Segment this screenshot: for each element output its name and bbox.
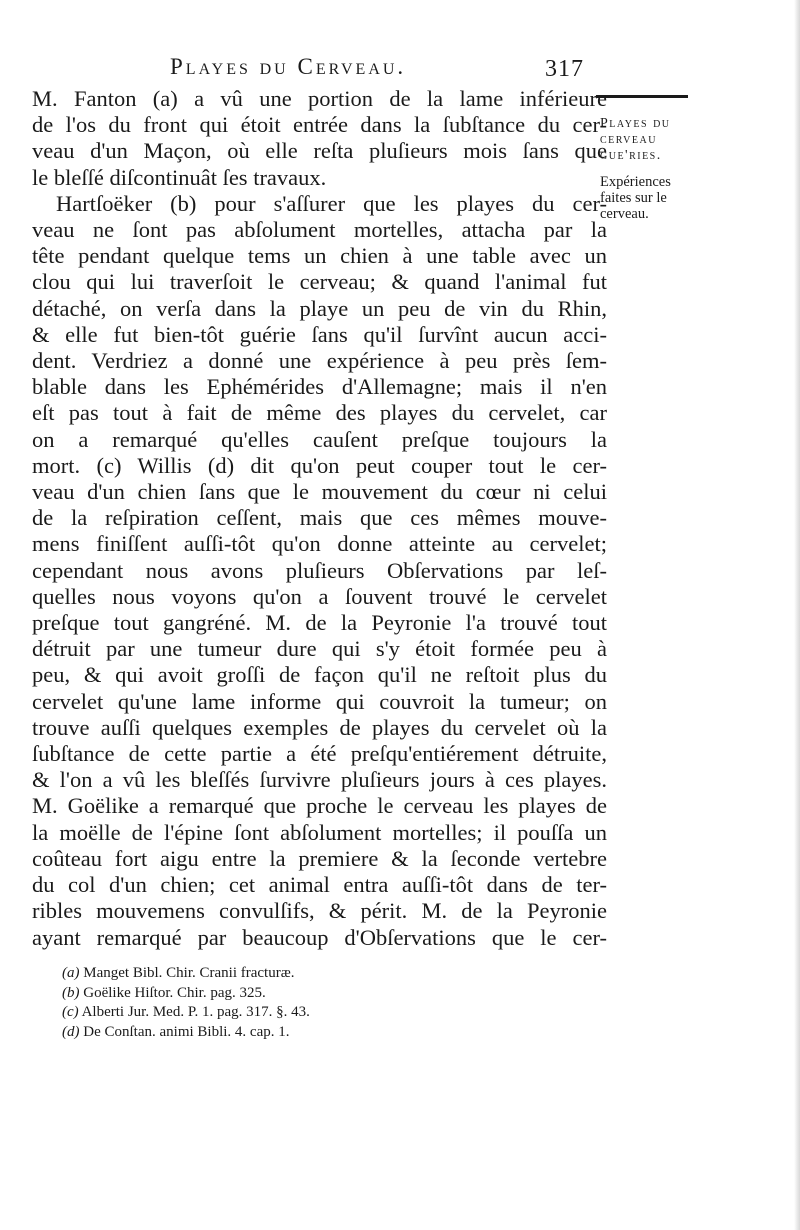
margin-note-line: cerveau. xyxy=(600,206,649,222)
text-line: ſubſtance de cette partie a été preſqu'entiérement détruite, xyxy=(32,741,607,767)
text-line: tête pendant quelque tems un chien à une table avec un xyxy=(32,243,607,269)
text-line: peu, & qui avoit groſſi de façon qu'il ne reſtoit plus du xyxy=(32,662,607,688)
text-line: quelles nous voyons qu'on a ſouvent trouvé le cervelet xyxy=(32,583,607,609)
footnote xyxy=(62,1023,562,1043)
text-line: veau d'un chien ſans que le mouvement du cœur ni celui xyxy=(32,479,607,505)
running-head: Playes du Cerveau. xyxy=(170,54,407,79)
footnote-text: Manget Bibl. Chir. Cranii fracturæ. xyxy=(83,965,295,981)
footnote-text: Goëlike Hiſtor. Chir. pag. 325. xyxy=(83,984,266,1001)
text-line: ayant remarqué par beaucoup d'Obſervations que le cer- xyxy=(32,924,607,950)
footnote-mark: (a) xyxy=(62,965,80,981)
text-line: Hartſoëker (b) pour s'aſſurer que les playes du cer- xyxy=(56,190,607,216)
text-line: la moëlle de l'épine ſont abſolument mortelles; il pouſſa un xyxy=(32,819,607,845)
text-line: blable dans les Ephémérides d'Allemagne; mais il n'en xyxy=(32,374,607,400)
footnotes xyxy=(62,964,562,1042)
margin-note-experiments xyxy=(600,174,698,222)
text-line: preſque tout gangréné. M. de la Peyronie l'a trouvé tout xyxy=(32,610,607,636)
margin-note-line: cerveau xyxy=(600,132,657,147)
footnote-text: De Conſtan. animi Bibli. 4. cap. 1. xyxy=(83,1023,290,1040)
margin-note-section xyxy=(600,116,698,164)
text-line: eſt pas tout à fait de même des playes du cervelet, car xyxy=(32,400,607,426)
page-number: 317 xyxy=(545,56,584,82)
text-line: veau d'un Maçon, où elle reſta pluſieurs mois ſans que xyxy=(32,138,607,164)
text-line: mort. (c) Willis (d) dit qu'on peut couper tout le cer- xyxy=(32,452,607,478)
footnote-mark: (d) xyxy=(62,1023,80,1040)
text-line: clou qui lui traverſoit le cerveau; & quand l'animal fut xyxy=(32,269,607,295)
margin-note-line: Playes du xyxy=(600,116,671,131)
text-line: de la reſpiration ceſſent, mais que ces mêmes mouve- xyxy=(32,505,607,531)
text-line: coûteau fort aigu entre la premiere & la ſeconde vertebre xyxy=(32,845,607,871)
text-line: mens finiſſent auſſi-tôt qu'on donne atteinte au cervelet; xyxy=(32,531,607,557)
footnote-mark: (c) xyxy=(62,1004,79,1020)
footnote xyxy=(62,1003,562,1023)
text-line: & l'on a vû les bleſſés ſurvivre pluſieurs jours à ces playes. xyxy=(32,767,607,793)
text-line: M. Fanton (a) a vû une portion de la lame inférieure xyxy=(32,86,607,111)
text-line: détaché, on verſa dans la playe un peu de vin du Rhin, xyxy=(32,295,607,321)
margin-note-line: Expériences xyxy=(600,174,671,190)
text-line: M. Goëlike a remarqué que proche le cerveau les playes de xyxy=(32,793,607,819)
margin-note-line: gue'ries. xyxy=(600,148,662,163)
text-line: veau ne ſont pas abſolument mortelles, attacha par la xyxy=(32,217,607,243)
page-edge-shadow xyxy=(794,0,800,1230)
text-line: trouve auſſi quelques exemples de playes du cervelet où la xyxy=(32,714,607,740)
text-line: cependant nous avons pluſieurs Obſervations par leſ- xyxy=(32,557,607,583)
text-line: on a remarqué qu'elles cauſent preſque toujours la xyxy=(32,426,607,452)
margin-note-line: faites sur le xyxy=(600,190,667,206)
text-line: de l'os du front qui étoit entrée dans la ſubſtance du cer- xyxy=(32,112,607,138)
footnote xyxy=(62,964,562,984)
text-line: le bleſſé diſcontinuât ſes travaux. xyxy=(32,164,327,190)
footnote-text: Alberti Jur. Med. P. 1. pag. 317. §. 43. xyxy=(81,1004,310,1020)
text-line: cervelet qu'une lame informe qui couvroit la tumeur; on xyxy=(32,688,607,714)
text-line: dent. Verdriez a donné une expérience à peu près ſem- xyxy=(32,348,607,374)
text-line: ribles mouvemens convulſifs, & périt. M. de la Peyronie xyxy=(32,898,607,924)
text-line: du col d'un chien; cet animal entra auſſi-tôt dans de ter- xyxy=(32,872,607,898)
text-line: détruit par une tumeur dure qui s'y étoit formée peu à xyxy=(32,636,607,662)
margin-rule xyxy=(596,95,688,98)
body-text xyxy=(32,86,607,951)
footnote-mark: (b) xyxy=(62,984,80,1001)
text-line: & elle fut bien-tôt guérie ſans qu'il ſurvînt aucun acci- xyxy=(32,321,607,347)
footnote xyxy=(62,984,562,1004)
